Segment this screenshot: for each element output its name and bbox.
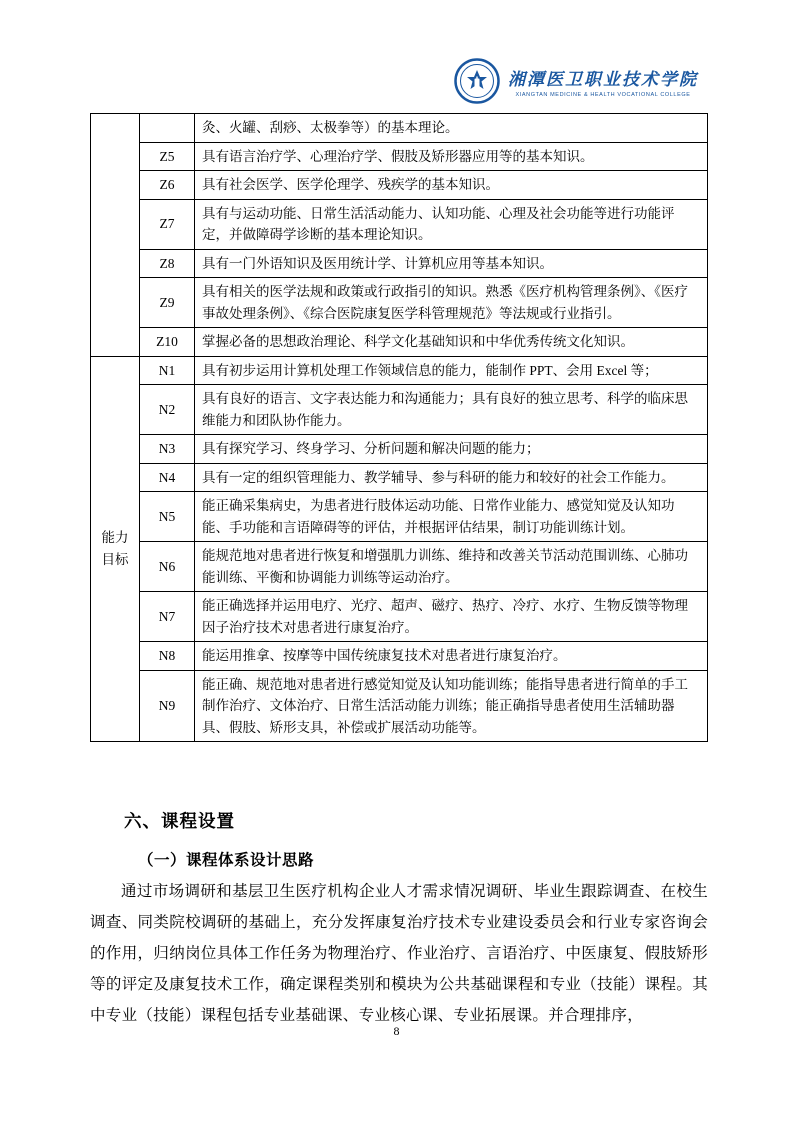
content-cell: 具有相关的医学法规和政策或行政指引的知识。熟悉《医疗机构管理条例》、《医疗事故处理条例》、《综合医院康复医学科管理规范》等法规或行业指引。 [195,278,708,328]
page-number: 8 [393,1024,400,1038]
code-cell [140,114,195,143]
content-cell: 能正确、规范地对患者进行感觉知觉及认知功能训练；能指导患者进行简单的手工制作治疗、文体治疗、日常生活活动能力训练；能正确指导患者使用生活辅助器具、假肢、矫形支具，补偿或扩展活动功能等。 [195,670,708,742]
college-logo [454,58,698,104]
code-cell: Z10 [140,328,195,357]
content-cell: 灸、火罐、刮痧、太极拳等）的基本理论。 [195,114,708,143]
content-cell: 具有良好的语言、文字表达能力和沟通能力；具有良好的独立思考、科学的临床思维能力和团队协作能力。 [195,385,708,435]
content-cell: 具有社会医学、医学伦理学、残疾学的基本知识。 [195,171,708,200]
table-row [91,142,708,171]
table-row [91,114,708,143]
code-cell: Z6 [140,171,195,200]
content-cell: 具有一定的组织管理能力、教学辅导、参与科研的能力和较好的社会工作能力。 [195,463,708,492]
objectives-table [90,113,708,742]
table-row [91,171,708,200]
code-cell: N8 [140,642,195,671]
college-emblem-icon [454,58,500,104]
code-cell: Z7 [140,199,195,249]
table-row [91,199,708,249]
code-cell: N2 [140,385,195,435]
content-cell: 能规范地对患者进行恢复和增强肌力训练、维持和改善关节活动范围训练、心肺功能训练、平衡和协调能力训练等运动治疗。 [195,542,708,592]
code-cell: N3 [140,435,195,464]
logo-text-block [508,65,698,98]
table-row [91,492,708,542]
group-label-cell: 能力目标 [91,356,140,742]
table-row [91,642,708,671]
content-cell: 具有初步运用计算机处理工作领域信息的能力，能制作 PPT、会用 Excel 等； [195,356,708,385]
objectives-table-body [91,114,708,742]
table-row [91,385,708,435]
group-label-cell [91,114,140,357]
code-cell: N6 [140,542,195,592]
code-cell: N5 [140,492,195,542]
table-row [91,592,708,642]
code-cell: N1 [140,356,195,385]
code-cell: Z5 [140,142,195,171]
content-cell: 能正确选择并运用电疗、光疗、超声、磁疗、热疗、冷疗、水疗、生物反馈等物理因子治疗技术对患者进行康复治疗。 [195,592,708,642]
table-row [91,249,708,278]
college-name-english: XIANGTAN MEDICINE & HEALTH VOCATIONAL COLLEGE [515,91,691,98]
content-cell: 具有语言治疗学、心理治疗学、假肢及矫形器应用等的基本知识。 [195,142,708,171]
body-paragraph: 通过市场调研和基层卫生医疗机构企业人才需求情况调研、毕业生跟踪调查、在校生调查、同类院校调研的基础上，充分发挥康复治疗技术专业建设委员会和行业专家咨询会的作用，归纳岗位具体工作任务为物理治疗、作业治疗、言语治疗、中医康复、假肢矫形等的评定及康复技术工作，确定课程类别和模块为公共基础课程和专业（技能）课程。其中专业（技能）课程包括专业基础课、专业核心课、专业拓展课。并合理排序， [90,883,708,1024]
code-cell: N4 [140,463,195,492]
table-row [91,278,708,328]
code-cell: N9 [140,670,195,742]
code-cell: Z8 [140,249,195,278]
content-cell: 能运用推拿、按摩等中国传统康复技术对患者进行康复治疗。 [195,642,708,671]
code-cell: N7 [140,592,195,642]
table-row [91,670,708,742]
college-name: 湘潭医卫职业技术学院 [508,69,698,89]
table-row [91,328,708,357]
table-row [91,463,708,492]
code-cell: Z9 [140,278,195,328]
content-cell: 能正确采集病史，为患者进行肢体运动功能、日常作业能力、感觉知觉及认知功能、手功能和言语障碍等的评估，并根据评估结果，制订功能训练计划。 [195,492,708,542]
section-heading: 六、课程设置 [124,811,235,831]
section-subheading: （一）课程体系设计思路 [138,852,315,869]
table-row [91,435,708,464]
content-cell: 具有一门外语知识及医用统计学、计算机应用等基本知识。 [195,249,708,278]
content-cell: 具有探究学习、终身学习、分析问题和解决问题的能力； [195,435,708,464]
table-row [91,356,708,385]
content-cell: 掌握必备的思想政治理论、科学文化基础知识和中华优秀传统文化知识。 [195,328,708,357]
table-row [91,542,708,592]
content-cell: 具有与运动功能、日常生活活动能力、认知功能、心理及社会功能等进行功能评定，并做障碍学诊断的基本理论知识。 [195,199,708,249]
